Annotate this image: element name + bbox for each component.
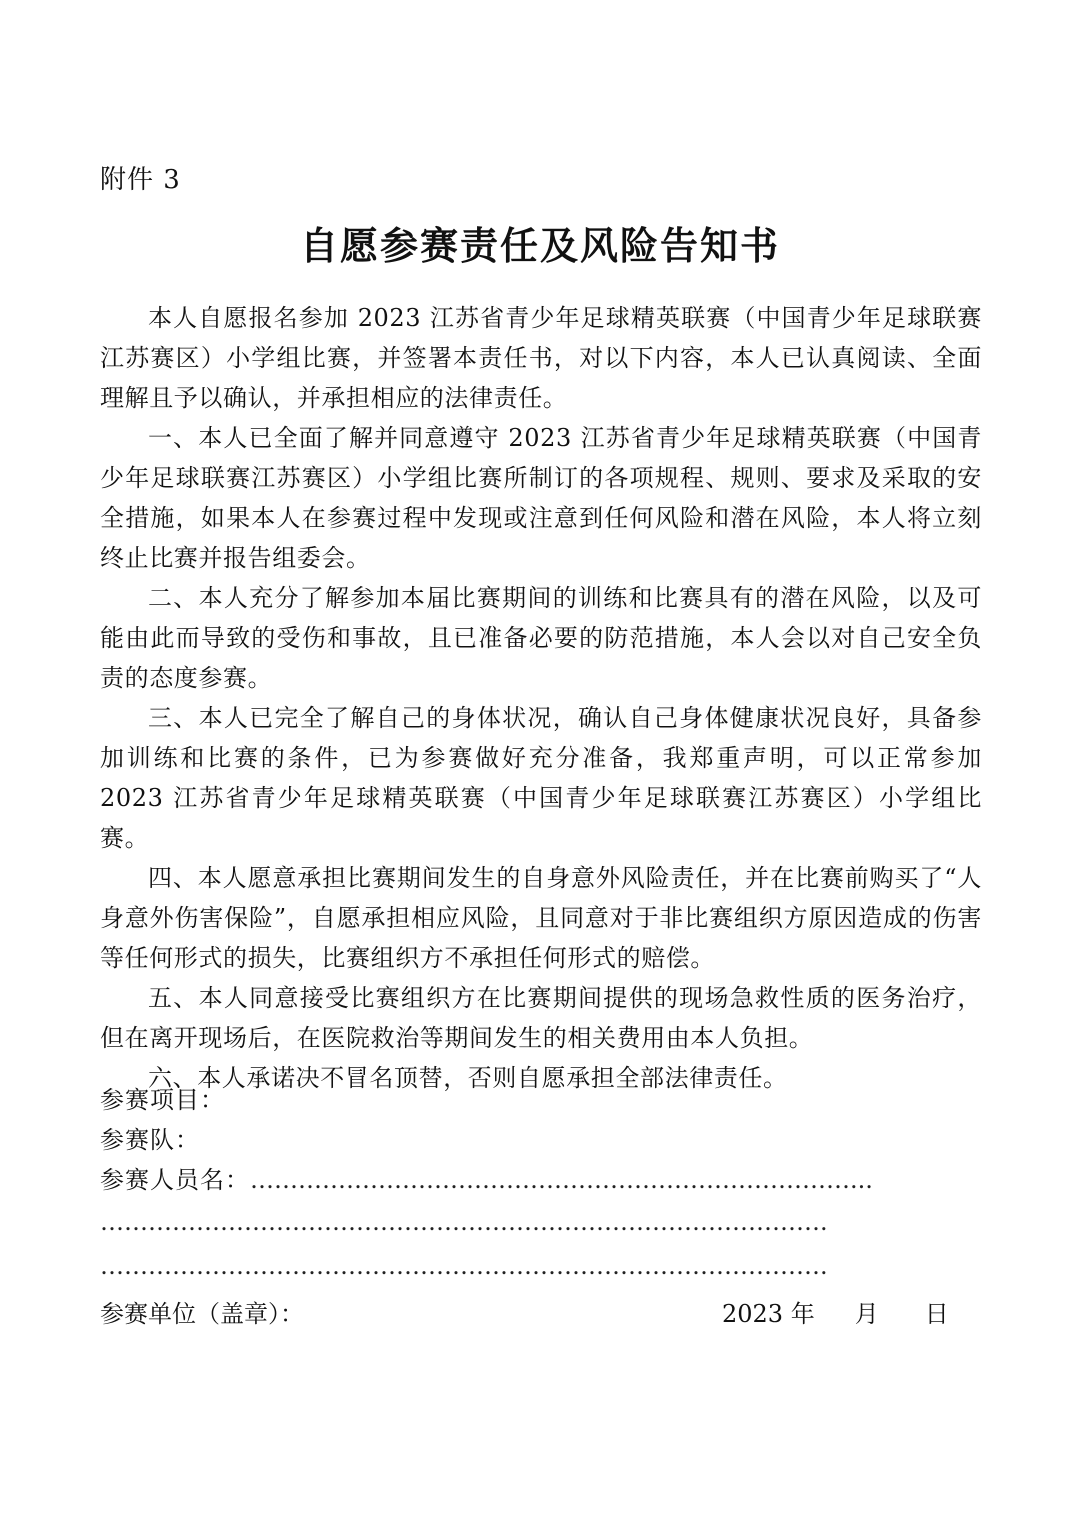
paragraph-clause-3: 三、本人已完全了解自己的身体状况，确认自己身体健康状况良好，具备参加训练和比赛的条件，已为参赛做好充分准备，我郑重声明，可以正常参加 2023 江苏省青少年足球精英联赛（中国青少年足球联赛江苏赛区）小学组比赛。	[100, 704, 982, 852]
participants-row	[100, 1160, 982, 1200]
dotted-line-2: ……………………………………………………………………………….	[100, 1252, 828, 1280]
paragraph-clause-6: 六、本人承诺决不冒名顶替，否则自愿承担全部法律责任。	[148, 1064, 788, 1092]
document-body	[100, 298, 982, 1098]
paragraph-clause-1: 一、本人已全面了解并同意遵守 2023 江苏省青少年足球精英联赛（中国青少年足球联赛江苏赛区）小学组比赛所制订的各项规程、规则、要求及采取的安全措施，如果本人在参赛过程中发现或注意到任何风险和潜在风险，本人将立刻终止比赛并报告组委会。	[100, 424, 982, 572]
team-label: 参赛队：	[100, 1126, 200, 1154]
date-month: 月	[854, 1300, 879, 1328]
document-title: 自愿参赛责任及风险告知书	[299, 223, 780, 268]
participants-dotted-line: …………………………………………………………………...	[250, 1166, 873, 1194]
project-label: 参赛项目：	[100, 1086, 225, 1114]
attachment-label: 附件 3	[100, 165, 181, 195]
paragraph-intro: 本人自愿报名参加 2023 江苏省青少年足球精英联赛（中国青少年足球联赛江苏赛区）小学组比赛，并签署本责任书，对以下内容，本人已认真阅读、全面理解且予以确认，并承担相应的法律责任。	[100, 304, 982, 412]
paragraph-clause-4: 四、本人愿意承担比赛期间发生的自身意外风险责任，并在比赛前购买了“人身意外伤害保险”，自愿承担相应风险，且同意对于非比赛组织方原因造成的伤害等任何形式的损失，比赛组织方不承担任何形式的赔偿。	[100, 864, 982, 972]
paragraph-clause-2: 二、本人充分了解参加本届比赛期间的训练和比赛具有的潜在风险，以及可能由此而导致的受伤和事故，且已准备必要的防范措施，本人会以对自己安全负责的态度参赛。	[100, 584, 982, 692]
date-year: 2023 年	[722, 1300, 815, 1328]
project-row	[100, 1080, 982, 1120]
signature-form	[100, 1080, 982, 1336]
unit-seal-label: 参赛单位（盖章）：	[100, 1300, 304, 1328]
date-day: 日	[924, 1300, 949, 1328]
dotted-line-1: ……………………………………………………………………………….	[100, 1208, 828, 1236]
paragraph-clause-5: 五、本人同意接受比赛组织方在比赛期间提供的现场急救性质的医务治疗，但在离开现场后，在医院救治等期间发生的相关费用由本人负担。	[100, 984, 982, 1052]
team-row	[100, 1120, 982, 1160]
unit-row	[100, 1292, 982, 1336]
date-field	[722, 1292, 949, 1336]
participants-label: 参赛人员名：	[100, 1166, 250, 1194]
